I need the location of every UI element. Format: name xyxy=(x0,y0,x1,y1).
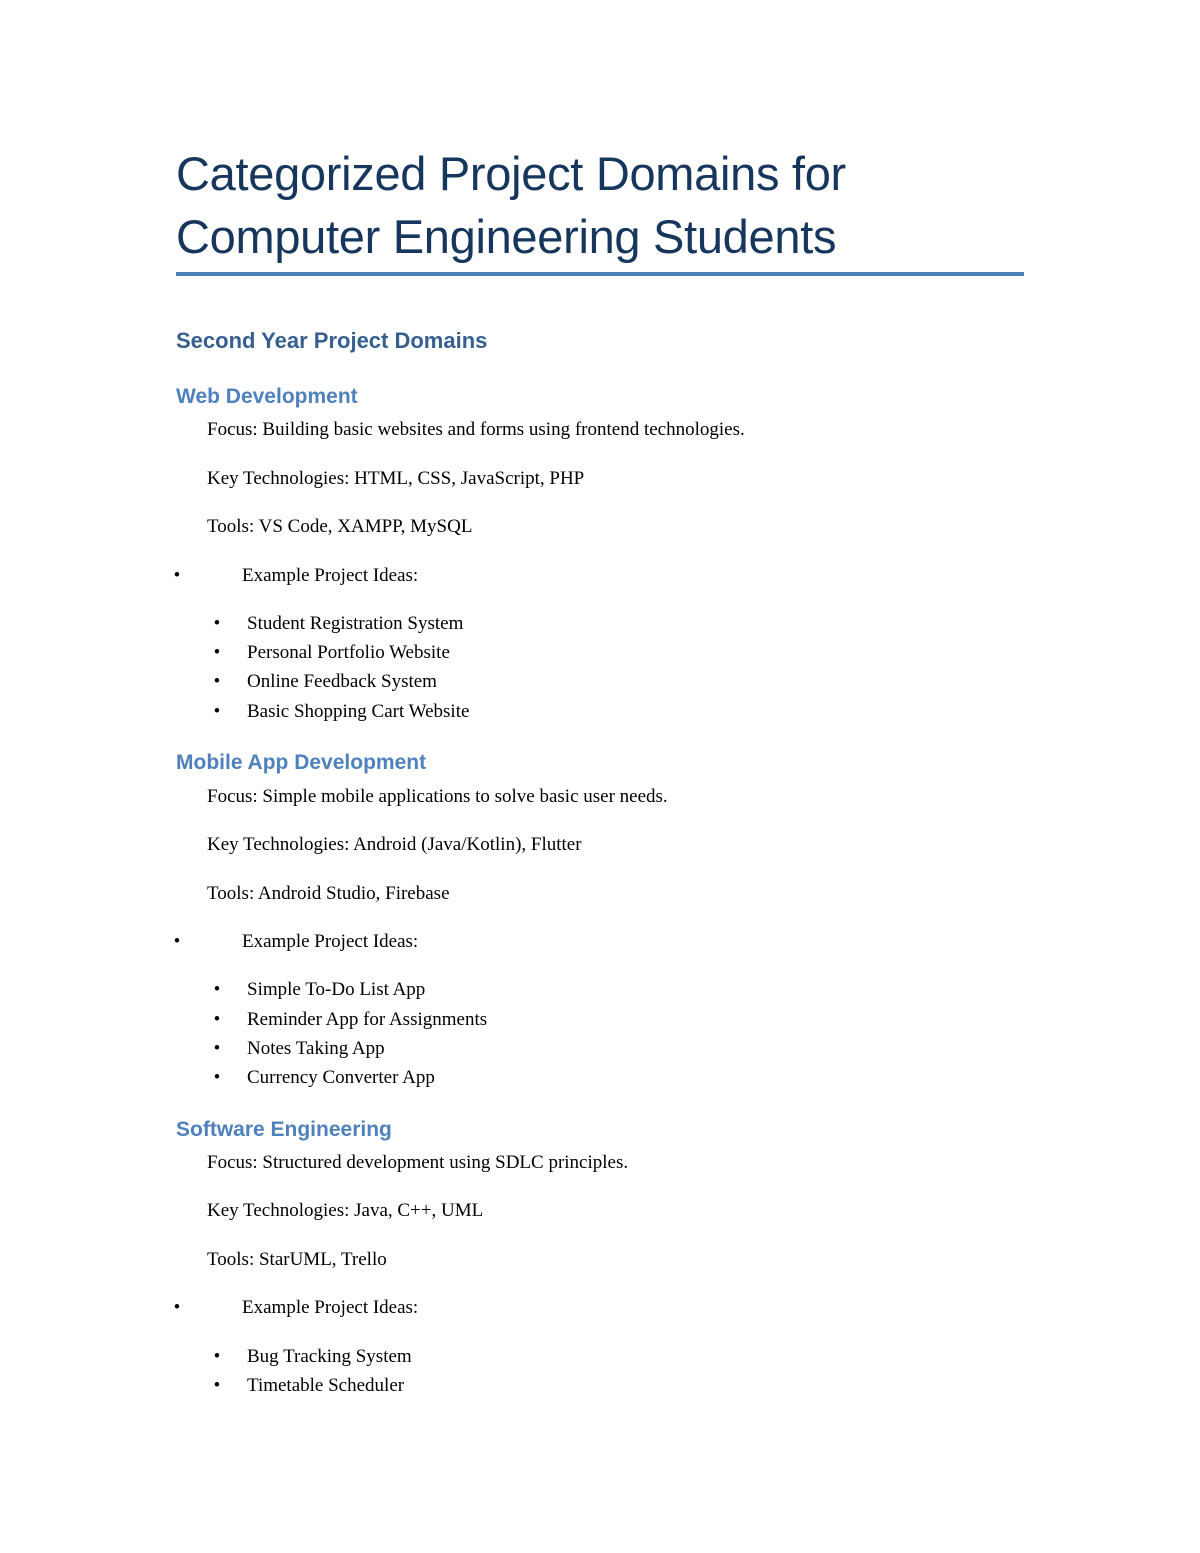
domain-heading-web-development: Web Development xyxy=(176,385,358,408)
bullet-icon: • xyxy=(213,979,221,1000)
bullet-icon: • xyxy=(213,671,221,692)
list-item-text: Currency Converter App xyxy=(247,1067,435,1088)
domain-key-technologies: Key Technologies: Java, C++, UML xyxy=(207,1200,484,1221)
example-ideas-label: Example Project Ideas: xyxy=(242,565,419,586)
bullet-icon: • xyxy=(213,1038,221,1059)
list-item-text: Online Feedback System xyxy=(247,671,437,692)
example-ideas-label: Example Project Ideas: xyxy=(242,1297,419,1318)
bullet-icon: • xyxy=(173,1297,181,1318)
list-item-text: Basic Shopping Cart Website xyxy=(247,701,470,722)
section-heading: Second Year Project Domains xyxy=(176,328,488,353)
title-line-1: Categorized Project Domains for xyxy=(176,147,846,200)
list-item-text: Reminder App for Assignments xyxy=(247,1009,488,1030)
bullet-icon: • xyxy=(213,1346,221,1367)
domain-focus: Focus: Simple mobile applications to solve basic user needs. xyxy=(207,786,668,807)
domain-heading-mobile-app-development: Mobile App Development xyxy=(176,751,427,774)
bullet-icon: • xyxy=(213,1375,221,1396)
list-item-text: Simple To-Do List App xyxy=(247,979,426,1000)
domain-tools: Tools: Android Studio, Firebase xyxy=(207,883,450,904)
list-item-text: Timetable Scheduler xyxy=(247,1375,405,1396)
domain-heading-software-engineering: Software Engineering xyxy=(176,1118,392,1141)
title-line-2: Computer Engineering Students xyxy=(176,210,837,263)
list-item-text: Personal Portfolio Website xyxy=(247,642,450,663)
list-item-text: Bug Tracking System xyxy=(247,1346,412,1367)
domain-key-technologies: Key Technologies: HTML, CSS, JavaScript, PHP xyxy=(207,468,585,489)
domain-key-technologies: Key Technologies: Android (Java/Kotlin), Flutter xyxy=(207,834,582,855)
domain-tools: Tools: StarUML, Trello xyxy=(207,1249,387,1270)
bullet-icon: • xyxy=(213,642,221,663)
bullet-icon: • xyxy=(173,931,181,952)
bullet-icon: • xyxy=(213,1067,221,1088)
list-item-text: Student Registration System xyxy=(247,613,464,634)
domain-tools: Tools: VS Code, XAMPP, MySQL xyxy=(207,516,473,537)
example-ideas-label: Example Project Ideas: xyxy=(242,931,419,952)
bullet-icon: • xyxy=(173,565,181,586)
document-title xyxy=(176,142,1036,268)
domain-focus: Focus: Building basic websites and forms using frontend technologies. xyxy=(207,419,745,440)
domain-focus: Focus: Structured development using SDLC principles. xyxy=(207,1152,629,1173)
title-underline-rule xyxy=(176,272,1024,276)
bullet-icon: • xyxy=(213,1009,221,1030)
list-item-text: Notes Taking App xyxy=(247,1038,385,1059)
bullet-icon: • xyxy=(213,701,221,722)
bullet-icon: • xyxy=(213,613,221,634)
